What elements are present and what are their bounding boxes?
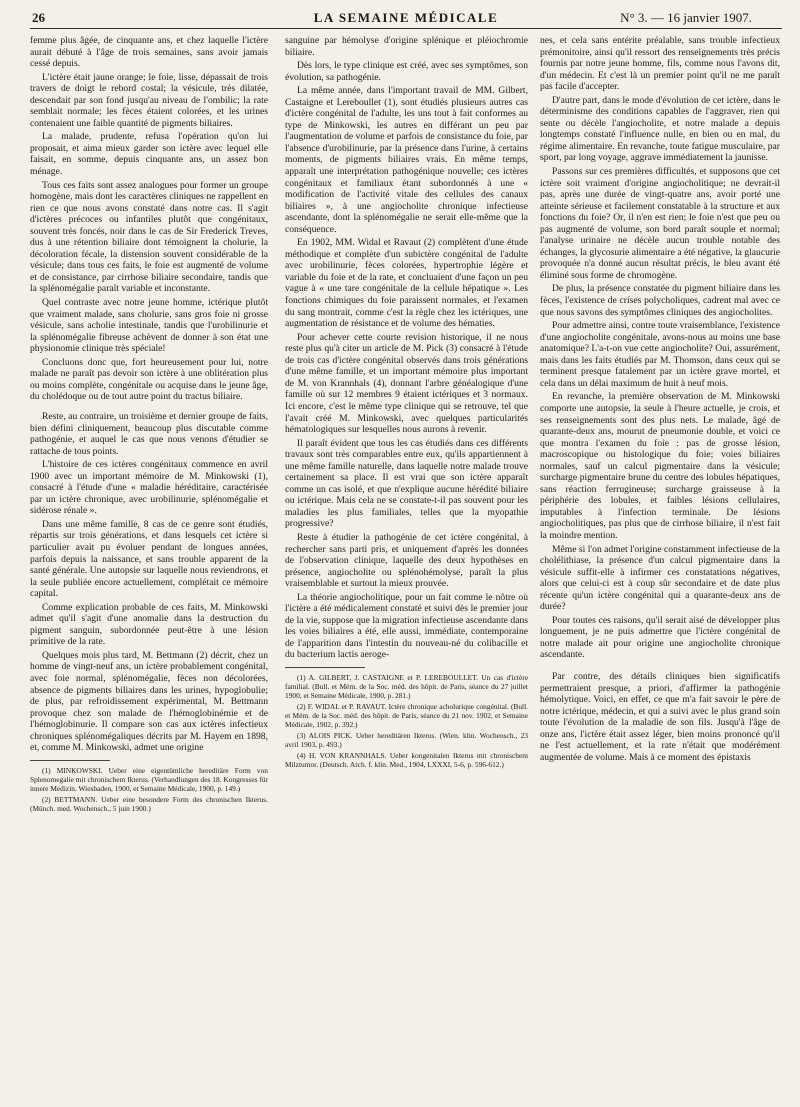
page-number: 26	[32, 10, 45, 25]
column-1	[30, 35, 268, 815]
paragraph: Pour toutes ces raisons, qu'il serait aisé de développer plus longuement, je ne puis admettre que l'ictère congénital de notre malade ait pour origine une angiocholite chronique ascendante.	[540, 614, 780, 661]
paragraph: Il paraît évident que tous les cas étudiés dans ces différents travaux sont très comparables entre eux, qu'ils appartiennent à une même famille naturelle, dans laquelle notre malade trouve certainement sa place. Il est vrai que son ictère apparaît comme un cas isolé, et que n'explique aucune hérédité biliaire ou ictérique. Mais cela ne se constate-t-il pas souvent pour les maladies les plus familiales, telles que la myopathie progressive?	[285, 437, 528, 530]
footnote: (3) ALOIS PICK. Ueber hereditären Ikterus. (Wien. klin. Wochensch., 23 avril 1903, p. 493.)	[285, 730, 528, 749]
paragraph: nes, et cela sans entérite préalable, sans trouble infectieux prémonitoire, ainsi qu'il ressort des renseignements très précis fournis par notre jeune homme, fils, comme nous l'avons dit, d'un médecin. Et c'est là un premier point qu'il ne me paraît pas facile d'accepter.	[540, 35, 780, 93]
paragraph: Passons sur ces premières difficultés, et supposons que cet ictère soit vraiment d'origine angiocholitique; ne devrait-il pas, après une durée de vingt-quatre ans, avoir porté une atteinte sérieuse et facilement constatable à la structure et aux fonctions du foie? Or, il n'en est rien; le foie n'est que peu ou pas augmenté de volume, son bord paraît souple et normal; l'analyse urinaire ne décèle aucun trouble notable des échanges, la glycosurie alimentaire a été négative, la glaucurie provoquée n'a donné aucun résultat précis, le bleu avant été éliminé sous forme de chromogène.	[540, 166, 780, 281]
paragraph: Reste, au contraire, un troisième et dernier groupe de faits, bien défini cliniquement, beaucoup plus discutable comme pathogénie, et auquel le cas que nous venons d'étudier se rattache de tous points.	[30, 410, 268, 457]
paragraph: Concluons donc que, fort heureusement pour lui, notre malade ne paraît pas devoir son ictère à une oblitération plus ou moins complète, congénitale ou acquise dans le jeune âge, du cholédoque ou de tout autre point du tractus biliaire.	[30, 356, 268, 403]
header-rule	[30, 28, 782, 29]
paragraph: Quelques mois plus tard, M. Bettmann (2) décrit, chez un homme de vingt-neuf ans, un ictère probablement congénital, avec foie normal, splénomégalie, fèces non décolorées, absence de pigments biliaires dans les urines, hypoglobulie; de plus, par refroidissement expérimental, M. Bettmann provoque chez son malade de l'hémoglobinémie et de l'hémoglobinurie. Il compare son cas aux ictères infectieux chroniques splénomégaliques décrits par M. Hayem en 1898, et, comme M. Minkowski, admet une origine	[30, 649, 268, 754]
column-3	[540, 35, 780, 765]
paragraph: La même année, dans l'important travail de MM. Gilbert, Castaigne et Lereboullet (1), sont étudiés plusieurs autres cas d'ictère congénital de l'adulte, les uns tout à fait conformes au type de Minkowski, les autres en différant un peu par l'augmentation de volume et parfois de consistance du foie, par l'absence d'urobilinurie, par la présence dans l'urine, à certains moments, de pigments biliaires vrais. En même temps, apparaît une interprétation pathogénique nouvelle; ces ictères congénitaux et familiaux étant subordonnés à une « modification de l'activité vitale des cellules des canaux biliaires », à une angiocholite chronique infectieuse ascendante, dont la splénomégalie ne serait elle-même que la conséquence.	[285, 85, 528, 235]
issue-date: N° 3. — 16 janvier 1907.	[620, 10, 752, 25]
paragraph: En 1902, MM. Widal et Ravaut (2) complètent d'une étude méthodique et complète d'un subictère congénital de l'adulte avec urobilinurie, fèces colorées, hypertrophie légère et variable du foie et de la rate, et concluaient d'une façon un peu vague à « une tare congénitale de la cellule hépatique ». Les fonctions chimiques du foie paraissent normales, et l'examen du sang montrait, comme c'est la règle chez les ictériques, une augmentation de résistance et de volume des hématies.	[285, 237, 528, 330]
paragraph: Pour admettre ainsi, contre toute vraisemblance, l'existence d'une angiocholite congénitale, avons-nous au moins une base anatomique? L'a-t-on vue cette angiocholite? Oui, assurément, mais dans les faits étudiés par M. Thomson, dans ceux qui se terminent presque fatalement par un ictère grave mortel, et cela dans un délai maximum de huit à neuf mois.	[540, 320, 780, 389]
paragraph: Quel contraste avec notre jeune homme, ictérique plutôt que vraiment malade, sans cholurie, sans gros foie ni grosse vésicule, sans acholie intestinale, tandis que l'urobilinurie et la splénomégalie fibreuse achèvent de donner à son état une physionomie clinique très spéciale!	[30, 297, 268, 355]
paragraph: D'autre part, dans le mode d'évolution de cet ictère, dans le déterminisme des conditions capables de l'aggraver, rien qui sente ou décèle l'angiocholite, et notre malade a depuis longtemps constaté l'influence nulle, en bien ou en mal, du régime alimentaire. En revanche, toute fatigue musculaire, par sport, par long voyage, aggrave immédiatement la jaunisse.	[540, 94, 780, 164]
paragraph: Dès lors, le type clinique est créé, avec ses symptômes, son évolution, sa pathogénie.	[285, 60, 528, 83]
paragraph: sanguine par hémolyse d'origine splénique et pléiochromie biliaire.	[285, 35, 528, 58]
footnote: (2) BETTMANN. Ueber eine besondere Form des chronischen Ikterus. (Münch. med. Wochensch., 5 juin 1900.)	[30, 794, 268, 813]
paragraph: La malade, prudente, refusa l'opération qu'on lui proposait, et aima mieux garder son ictère avec lequel elle faisait, en somme, depuis cinquante ans, un assez bon ménage.	[30, 131, 268, 178]
footnote: (2) F. WIDAL et P. RAVAUT. Ictère chronique acholurique congénital. (Bull. et Mém. de la Soc. méd. des hôpit. de Paris, séance du 21 nov. 1902, et Semaine Médicale, 1902, p. 392.)	[285, 701, 528, 729]
paragraph: L'histoire de ces ictères congénitaux commence en avril 1900 avec un important mémoire de M. Minkowski (1), consacré à l'étude d'une « maladie héréditaire, caractérisée par un ictère chronique, avec urobilinurie, splénomégalie et sidérose rénale ».	[30, 459, 268, 517]
footnote-rule	[30, 760, 110, 761]
paragraph: Dans une même famille, 8 cas de ce genre sont étudiés, répartis sur trois générations, et dans lesquels cet ictère si particulier avait pu évoluer pendant de longues années, parfois depuis la naissance, et sans trouble apparent de la santé générale. Une autopsie sur laquelle nous reviendrons, et la seule publiée encore actuellement, complétait ce mémoire capital.	[30, 518, 268, 600]
paragraph: Comme explication probable de ces faits, M. Minkowski admet qu'il s'agit d'une anomalie dans la destruction du pigment sanguin, subordonnée peut-être à une lésion primitive de la rate.	[30, 601, 268, 648]
paragraph: La théorie angiocholitique, pour un fait comme le nôtre où l'ictère a été médicalement constaté et suivi dès le premier jour de la vie, suppose que la migration infectieuse ascendante dans les voies biliaires a été, elle aussi, immédiate, contemporaine de l'apparition dans l'intestin du nouveau-né du colibacille et du bacterium lactis aeroge-	[285, 591, 528, 661]
paragraph: En revanche, la première observation de M. Minkowski comporte une autopsie, la seule à l'heure actuelle, je crois, et ses renseignements sont des plus nets. Le malade, âgé de quarante-deux ans, mourut de pneumonie double, et voici ce que montra l'examen du foie : pas de grosse lésion, macroscopique ou histologique du foie; voies biliaires normales, sauf un calcul pigmentaire dans la vésicule; surcharge pigmentaire brune du centre des lobules hépatiques, sans réaction ferrugineuse; surcharge graisseuse à la périphérie des lobules, et faibles lésions cellulaires, imputables à l'infection terminale. De lésions angiocholitiques, pas plus que de cirrhose biliaire, il n'est fait la moindre mention.	[540, 391, 780, 541]
paragraph: Tous ces faits sont assez analogues pour former un groupe homogène, mais dont les caractères cliniques ne rappellent en rien ce que nous avons constaté dans notre cas. Il s'agit d'ictères précoces ou infantiles plutôt que congénitaux, souvent très foncés, noir dans le cas de Sir Frederick Treves, dus à une rétention biliaire dont témoignent la cholurie, la décoloration fécale, la distension souvent considérable de la vésicule; dans tous ces faits, le foie est augmenté de volume et de consistance, par cirrhose biliaire secondaire, tandis que la splénomégalie paraît variable et inconstante.	[30, 179, 268, 295]
footnote: (1) A. GILBERT, J. CASTAIGNE et P. LEREBOULLET. Un cas d'ictère familial. (Bull. et Mém. de la Soc. méd. des hôpit. de Paris, séance du 27 juillet 1900, et Semaine Médicale, 1900, p. 281.)	[285, 672, 528, 700]
paragraph: Reste à étudier la pathogénie de cet ictère congénital, à rechercher sans parti pris, et uniquement d'après les données de l'observation clinique, laquelle des deux hypothèses en présence, angiocholite ou splénohémolyse, paraît la plus vraisemblable et surtout la mieux prouvée.	[285, 531, 528, 590]
paragraph: Par contre, des détails cliniques bien significatifs permettraient presque, a priori, d'affirmer la pathogénie hémolytique. Voici, en effet, ce que m'a fait savoir le père de notre ictérique, médecin, et qui a suivi avec le plus grand soin toute l'évolution de la maladie de son fils. Jusqu'à l'âge de onze ans, l'ictère était assez léger, bien moins prononcé qu'il ne l'est actuellement, et la rate n'était que modérément augmentée de volume. Mais à ce moment des épistaxis	[540, 670, 780, 763]
footnote: (4) H. VON KRANNHALS. Ueber kongenitalen Ikterus mit chronischem Milztumor. (Deutsch. Arch. f. klin. Med., 1904, LXXXI, 5-6, p. 596-612.)	[285, 750, 528, 769]
paragraph: Pour achever cette courte revision historique, il ne nous reste plus qu'à citer un article de M. Pick (3) consacré à l'étude de trois cas d'ictère congénital observés dans trois générations d'une même famille, et un important mémoire plus important de M. von Krannhals (4), donnant l'arbre généalogique d'une famille où sur 12 membres 9 étaient ictériques et 3 normaux. Ici encore, c'est le même type clinique qui se retrouve, tel que l'avait créé M. Minkowski, avec quelques particularités hématologiques sur lesquelles nous aurons à revenir.	[285, 331, 528, 436]
text-columns	[30, 35, 782, 1105]
paragraph: L'ictère était jaune orange; le foie, lisse, dépassait de trois travers de doigt le rebord costal; la vésicule, très dilatée, descendait par son fond jusqu'au niveau de l'ombilic; la rate semblait normale; les fèces étaient colorées, et les urines contenaient une faible quantité de pigments biliaires.	[30, 71, 268, 129]
journal-title: LA SEMAINE MÉDICALE	[313, 10, 499, 25]
column-2	[285, 35, 528, 771]
running-header	[30, 8, 782, 28]
paragraph: Même si l'on admet l'origine constamment infectieuse de la cholélithiase, la présence d'un calcul pigmentaire dans la vésicule suffit-elle à infirmer ces constatations négatives, alors que celui-ci est à coup sûr secondaire et de date plus récente qu'un ictère congénital qui a quarante-deux ans de durée?	[540, 543, 780, 613]
footnote: (1) MINKOWSKI. Ueber eine eigentümliche hereditäre Form von Splenomegalie mit chronischem Ikterus. (Verhandlungen des 18. Kongresses für innere Medizin. Wiesbaden, 1900, et Semaine Médicale, 1900, p. 149.)	[30, 765, 268, 793]
paragraph: De plus, la présence constatée du pigment biliaire dans les fèces, l'existence de crises polycholiques, cadrent mal avec ce que nous savons des symptômes cliniques des angiocholites.	[540, 283, 780, 318]
paragraph: femme plus âgée, de cinquante ans, et chez laquelle l'ictère aurait débuté à l'âge de trois semaines, sans avoir jamais cessé depuis.	[30, 35, 268, 70]
footnote-rule	[285, 667, 365, 668]
